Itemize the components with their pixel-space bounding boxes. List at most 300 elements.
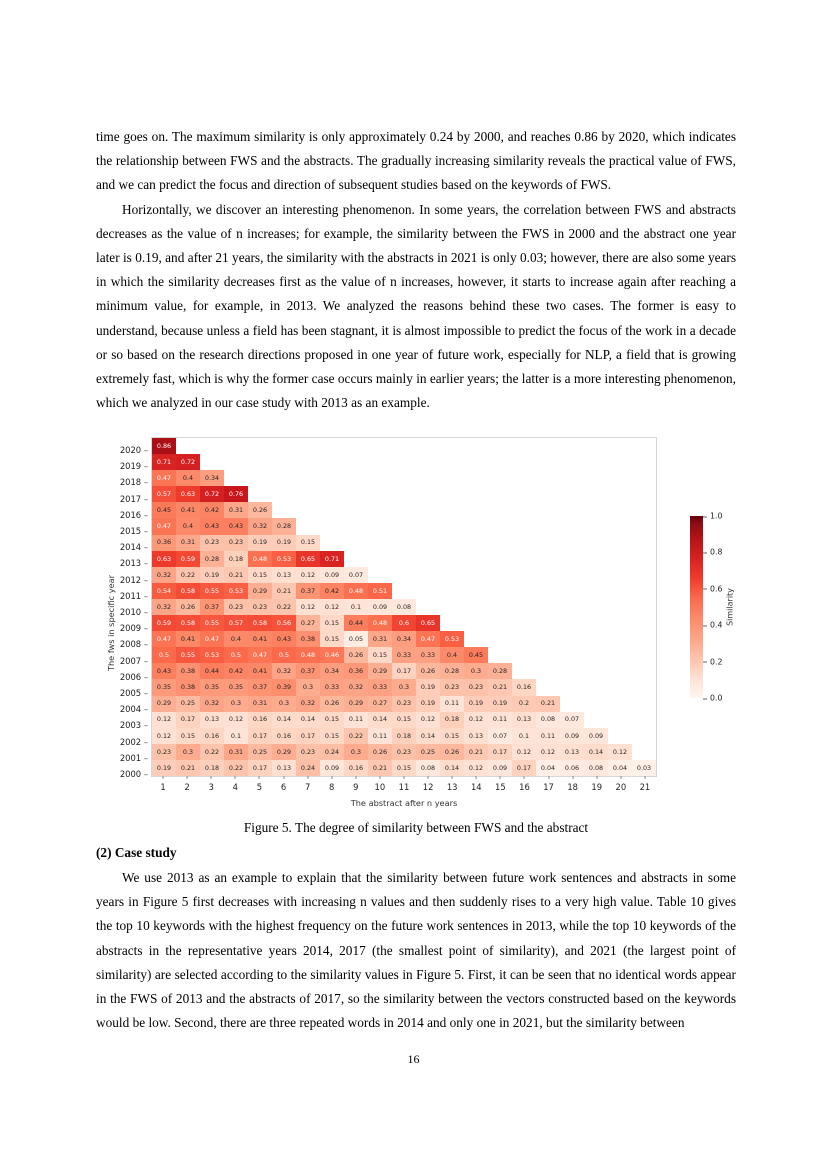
heatmap-cell: 0.12 bbox=[152, 712, 176, 728]
heatmap-empty-cell bbox=[584, 663, 608, 679]
y-tick-label: 2004 – bbox=[119, 704, 148, 715]
heatmap-cell: 0.31 bbox=[248, 696, 272, 712]
heatmap-empty-cell bbox=[416, 486, 440, 502]
heatmap-empty-cell bbox=[200, 454, 224, 470]
heatmap-cell: 0.2 bbox=[512, 696, 536, 712]
y-tick-label: 2019 – bbox=[119, 461, 148, 472]
heatmap-cell: 0.12 bbox=[608, 744, 632, 760]
heatmap-empty-cell bbox=[632, 663, 656, 679]
heatmap-cell: 0.3 bbox=[176, 744, 200, 760]
heatmap-cell: 0.21 bbox=[464, 744, 488, 760]
heatmap-cell: 0.15 bbox=[296, 535, 320, 551]
x-tick-label: 3 bbox=[208, 782, 214, 792]
x-tick-mark bbox=[331, 776, 332, 779]
heatmap-cell: 0.12 bbox=[320, 599, 344, 615]
heatmap-empty-cell bbox=[608, 679, 632, 695]
heatmap-empty-cell bbox=[536, 599, 560, 615]
heatmap-cell: 0.65 bbox=[416, 615, 440, 631]
x-tick-mark bbox=[572, 776, 573, 779]
y-tick-label: 2003 – bbox=[119, 720, 148, 731]
heatmap-empty-cell bbox=[560, 615, 584, 631]
colorbar bbox=[690, 511, 746, 703]
heatmap-cell: 0.41 bbox=[248, 631, 272, 647]
heatmap-cell: 0.32 bbox=[200, 696, 224, 712]
heatmap-empty-cell bbox=[368, 567, 392, 583]
heatmap-cell: 0.3 bbox=[344, 744, 368, 760]
heatmap-cell: 0.16 bbox=[272, 728, 296, 744]
heatmap-cell: 0.43 bbox=[152, 663, 176, 679]
heatmap-empty-cell bbox=[320, 470, 344, 486]
heatmap-cell: 0.5 bbox=[152, 647, 176, 663]
heatmap-empty-cell bbox=[224, 470, 248, 486]
y-tick-label: 2006 – bbox=[119, 671, 148, 682]
heatmap-cell: 0.23 bbox=[464, 679, 488, 695]
heatmap-empty-cell bbox=[392, 518, 416, 534]
heatmap-empty-cell bbox=[392, 470, 416, 486]
heatmap-cell: 0.86 bbox=[152, 438, 176, 454]
heatmap-empty-cell bbox=[488, 631, 512, 647]
heatmap-empty-cell bbox=[584, 454, 608, 470]
heatmap-cell: 0.36 bbox=[152, 535, 176, 551]
heatmap-cell: 0.19 bbox=[152, 760, 176, 776]
heatmap-cell: 0.15 bbox=[320, 631, 344, 647]
heatmap-empty-cell bbox=[608, 647, 632, 663]
heatmap-row bbox=[152, 760, 656, 776]
heatmap-empty-cell bbox=[416, 583, 440, 599]
heatmap-empty-cell bbox=[536, 679, 560, 695]
heatmap-empty-cell bbox=[512, 567, 536, 583]
y-tick-label: 2001 – bbox=[119, 752, 148, 763]
heatmap-cell: 0.22 bbox=[272, 599, 296, 615]
heatmap-cell: 0.35 bbox=[200, 679, 224, 695]
heatmap-empty-cell bbox=[272, 438, 296, 454]
heatmap-row bbox=[152, 631, 656, 647]
heatmap-cell: 0.14 bbox=[416, 728, 440, 744]
heatmap-cell: 0.55 bbox=[200, 615, 224, 631]
heatmap-empty-cell bbox=[512, 599, 536, 615]
heatmap-empty-cell bbox=[608, 631, 632, 647]
y-tick-label: 2017 – bbox=[119, 493, 148, 504]
heatmap-empty-cell bbox=[512, 615, 536, 631]
heatmap-cell: 0.21 bbox=[176, 760, 200, 776]
heatmap-cell: 0.47 bbox=[152, 631, 176, 647]
heatmap-cell: 0.17 bbox=[248, 760, 272, 776]
heatmap-cell: 0.07 bbox=[344, 567, 368, 583]
heatmap-cell: 0.18 bbox=[392, 728, 416, 744]
heatmap-empty-cell bbox=[368, 486, 392, 502]
heatmap-empty-cell bbox=[440, 470, 464, 486]
heatmap-empty-cell bbox=[632, 615, 656, 631]
heatmap-empty-cell bbox=[608, 663, 632, 679]
heatmap-cell: 0.47 bbox=[416, 631, 440, 647]
heatmap-empty-cell bbox=[488, 535, 512, 551]
heatmap-empty-cell bbox=[632, 567, 656, 583]
heatmap-cell: 0.53 bbox=[440, 631, 464, 647]
y-axis-ticks bbox=[96, 437, 148, 777]
x-axis-ticks bbox=[151, 779, 657, 795]
heatmap-cell: 0.44 bbox=[344, 615, 368, 631]
heatmap-empty-cell bbox=[320, 454, 344, 470]
heatmap-cell: 0.13 bbox=[200, 712, 224, 728]
heatmap-cell: 0.11 bbox=[536, 728, 560, 744]
heatmap-cell: 0.32 bbox=[152, 567, 176, 583]
heatmap-empty-cell bbox=[464, 454, 488, 470]
heatmap-cell: 0.26 bbox=[344, 647, 368, 663]
heatmap-cell: 0.19 bbox=[200, 567, 224, 583]
heatmap-empty-cell bbox=[296, 454, 320, 470]
heatmap-cell: 0.22 bbox=[224, 760, 248, 776]
heatmap-cell: 0.21 bbox=[536, 696, 560, 712]
heatmap-cell: 0.21 bbox=[272, 583, 296, 599]
heatmap-cell: 0.11 bbox=[488, 712, 512, 728]
heatmap-plot bbox=[151, 437, 657, 777]
heatmap-cell: 0.48 bbox=[296, 647, 320, 663]
heatmap-empty-cell bbox=[512, 535, 536, 551]
heatmap-empty-cell bbox=[584, 502, 608, 518]
heatmap-cell: 0.26 bbox=[248, 502, 272, 518]
heatmap-empty-cell bbox=[392, 486, 416, 502]
heatmap-cell: 0.5 bbox=[272, 647, 296, 663]
heatmap-cell: 0.43 bbox=[272, 631, 296, 647]
heatmap-cell: 0.58 bbox=[176, 583, 200, 599]
heatmap-cell: 0.38 bbox=[176, 663, 200, 679]
heatmap-cell: 0.04 bbox=[608, 760, 632, 776]
x-tick-label: 13 bbox=[446, 782, 458, 792]
heatmap-cell: 0.13 bbox=[272, 567, 296, 583]
heatmap-cell: 0.44 bbox=[200, 663, 224, 679]
heatmap-empty-cell bbox=[440, 535, 464, 551]
heatmap-empty-cell bbox=[392, 583, 416, 599]
heatmap-cell: 0.17 bbox=[176, 712, 200, 728]
heatmap-cell: 0.19 bbox=[488, 696, 512, 712]
heatmap-empty-cell bbox=[296, 470, 320, 486]
heatmap-empty-cell bbox=[512, 518, 536, 534]
heatmap-cell: 0.26 bbox=[416, 663, 440, 679]
heatmap-cell: 0.37 bbox=[248, 679, 272, 695]
paragraph-2: Horizontally, we discover an interesting phenomenon. In some years, the correlation between FWS and abstracts decreases as the value of n increases; for example, the similarity between the FWS in 2000 and the abstract one year later is 0.19, and after 21 years, the similarity with the abstracts in 2021 is only 0.03; however, there are also some years in which the similarity decreases first as the value of n increases, however, it starts to increase again after reaching a minimum value, for example, in 2013. We analyzed the reasons behind these two cases. The former is easy to understand, because unless a field has been stagnant, it is almost impossible to predict the focus of the work in a decade or so based on the research directions proposed in one year of future work, especially for NLP, a field that is growing extremely fast, which is why the former case occurs mainly in earlier years; the latter is a more interesting phenomenon, which we analyzed in our case study with 2013 as an example. bbox=[96, 201, 736, 411]
heatmap-cell: 0.71 bbox=[320, 551, 344, 567]
heatmap-empty-cell bbox=[512, 631, 536, 647]
heatmap-empty-cell bbox=[320, 486, 344, 502]
heatmap-empty-cell bbox=[536, 583, 560, 599]
heatmap-cell: 0.27 bbox=[368, 696, 392, 712]
heatmap-cell: 0.3 bbox=[464, 663, 488, 679]
heatmap-empty-cell bbox=[608, 728, 632, 744]
heatmap-cell: 0.57 bbox=[152, 486, 176, 502]
heatmap-empty-cell bbox=[608, 502, 632, 518]
x-tick-mark bbox=[404, 776, 405, 779]
heatmap-cell: 0.18 bbox=[224, 551, 248, 567]
heatmap-cell: 0.07 bbox=[488, 728, 512, 744]
heatmap-cell: 0.14 bbox=[296, 712, 320, 728]
heatmap-empty-cell bbox=[416, 567, 440, 583]
heatmap-empty-cell bbox=[464, 599, 488, 615]
heatmap-empty-cell bbox=[632, 438, 656, 454]
heatmap-row bbox=[152, 744, 656, 760]
y-tick-label: 2018 – bbox=[119, 477, 148, 488]
heatmap-empty-cell bbox=[536, 502, 560, 518]
heatmap-empty-cell bbox=[584, 615, 608, 631]
heatmap-empty-cell bbox=[560, 599, 584, 615]
heatmap-cell: 0.3 bbox=[224, 696, 248, 712]
x-tick-mark bbox=[428, 776, 429, 779]
heatmap-empty-cell bbox=[512, 454, 536, 470]
heatmap-cell: 0.11 bbox=[368, 728, 392, 744]
heatmap-cell: 0.39 bbox=[272, 679, 296, 695]
heatmap-cell: 0.08 bbox=[416, 760, 440, 776]
heatmap-cell: 0.48 bbox=[248, 551, 272, 567]
y-tick-label: 2011 – bbox=[119, 590, 148, 601]
heatmap-cell: 0.13 bbox=[464, 728, 488, 744]
x-tick-label: 10 bbox=[374, 782, 386, 792]
heatmap-cell: 0.1 bbox=[224, 728, 248, 744]
heatmap-empty-cell bbox=[608, 518, 632, 534]
heatmap-cell: 0.58 bbox=[176, 615, 200, 631]
heatmap-cell: 0.22 bbox=[176, 567, 200, 583]
top-text-block bbox=[96, 125, 736, 415]
heatmap-empty-cell bbox=[464, 486, 488, 502]
heatmap-cell: 0.15 bbox=[320, 728, 344, 744]
heatmap-cell: 0.34 bbox=[320, 663, 344, 679]
heatmap-cell: 0.12 bbox=[464, 712, 488, 728]
heatmap-cell: 0.41 bbox=[176, 502, 200, 518]
heatmap-empty-cell bbox=[608, 438, 632, 454]
x-tick-label: 7 bbox=[304, 782, 311, 792]
heatmap-empty-cell bbox=[440, 438, 464, 454]
colorbar-tick-label: 0.4 bbox=[703, 621, 747, 630]
heatmap-empty-cell bbox=[632, 631, 656, 647]
heatmap-cell: 0.15 bbox=[392, 712, 416, 728]
heatmap-cell: 0.23 bbox=[224, 599, 248, 615]
heatmap-cell: 0.15 bbox=[440, 728, 464, 744]
colorbar-tick-label: 0.8 bbox=[703, 548, 747, 557]
heatmap-empty-cell bbox=[632, 502, 656, 518]
heatmap-cell: 0.21 bbox=[488, 679, 512, 695]
heatmap-cell: 0.23 bbox=[152, 744, 176, 760]
heatmap-cell: 0.23 bbox=[392, 696, 416, 712]
heatmap-cell: 0.3 bbox=[296, 679, 320, 695]
heatmap-cell: 0.37 bbox=[200, 599, 224, 615]
heatmap-cell: 0.09 bbox=[320, 760, 344, 776]
heatmap-empty-cell bbox=[464, 502, 488, 518]
y-tick-label: 2016 – bbox=[119, 509, 148, 520]
heatmap-empty-cell bbox=[632, 728, 656, 744]
heatmap-cell: 0.17 bbox=[512, 760, 536, 776]
heatmap-empty-cell bbox=[584, 712, 608, 728]
heatmap-cell: 0.15 bbox=[320, 712, 344, 728]
heatmap-empty-cell bbox=[560, 663, 584, 679]
heatmap-cell: 0.24 bbox=[296, 760, 320, 776]
heatmap-cell: 0.37 bbox=[296, 583, 320, 599]
heatmap-cell: 0.29 bbox=[152, 696, 176, 712]
heatmap-cell: 0.28 bbox=[272, 518, 296, 534]
heatmap-empty-cell bbox=[560, 583, 584, 599]
heatmap-cell: 0.72 bbox=[176, 454, 200, 470]
heatmap-empty-cell bbox=[488, 615, 512, 631]
heatmap-empty-cell bbox=[584, 438, 608, 454]
heatmap-empty-cell bbox=[200, 438, 224, 454]
heatmap-empty-cell bbox=[488, 470, 512, 486]
heatmap-empty-cell bbox=[632, 647, 656, 663]
heatmap-cell: 0.16 bbox=[248, 712, 272, 728]
heatmap-empty-cell bbox=[344, 518, 368, 534]
heatmap-cell: 0.09 bbox=[320, 567, 344, 583]
heatmap-cell: 0.08 bbox=[392, 599, 416, 615]
x-tick-mark bbox=[307, 776, 308, 779]
heatmap-cell: 0.25 bbox=[176, 696, 200, 712]
heatmap-empty-cell bbox=[584, 647, 608, 663]
heatmap-cell: 0.41 bbox=[248, 663, 272, 679]
heatmap-cell: 0.12 bbox=[416, 712, 440, 728]
heatmap-cell: 0.29 bbox=[368, 663, 392, 679]
y-tick-label: 2009 – bbox=[119, 623, 148, 634]
heatmap-empty-cell bbox=[392, 438, 416, 454]
heatmap-cell: 0.6 bbox=[392, 615, 416, 631]
heatmap-cell: 0.34 bbox=[200, 470, 224, 486]
heatmap-cell: 0.71 bbox=[152, 454, 176, 470]
heatmap-cell: 0.32 bbox=[152, 599, 176, 615]
heatmap-empty-cell bbox=[608, 535, 632, 551]
heatmap-cell: 0.38 bbox=[296, 631, 320, 647]
heatmap-row bbox=[152, 535, 656, 551]
heatmap-cell: 0.17 bbox=[392, 663, 416, 679]
colorbar-tick-label: 0.0 bbox=[703, 694, 747, 703]
heatmap-cell: 0.23 bbox=[248, 599, 272, 615]
heatmap-empty-cell bbox=[584, 583, 608, 599]
y-axis-label: The fws in specific year bbox=[106, 575, 116, 672]
heatmap-cell: 0.33 bbox=[392, 647, 416, 663]
heatmap-empty-cell bbox=[392, 502, 416, 518]
heatmap-empty-cell bbox=[464, 567, 488, 583]
heatmap-row bbox=[152, 567, 656, 583]
y-tick-label: 2015 – bbox=[119, 526, 148, 537]
heatmap-empty-cell bbox=[368, 535, 392, 551]
heatmap-cell: 0.16 bbox=[344, 760, 368, 776]
heatmap-cell: 0.28 bbox=[440, 663, 464, 679]
heatmap-cell: 0.23 bbox=[200, 535, 224, 551]
x-tick-label: 11 bbox=[398, 782, 410, 792]
heatmap-cell: 0.12 bbox=[296, 599, 320, 615]
heatmap-empty-cell bbox=[584, 696, 608, 712]
heatmap-cell: 0.34 bbox=[392, 631, 416, 647]
heatmap-empty-cell bbox=[632, 535, 656, 551]
heatmap-empty-cell bbox=[392, 454, 416, 470]
heatmap-cell: 0.33 bbox=[368, 679, 392, 695]
heatmap-empty-cell bbox=[560, 631, 584, 647]
heatmap-empty-cell bbox=[344, 470, 368, 486]
heatmap-cell: 0.56 bbox=[272, 615, 296, 631]
heatmap-cell: 0.43 bbox=[224, 518, 248, 534]
heatmap-cell: 0.13 bbox=[272, 760, 296, 776]
heatmap-empty-cell bbox=[536, 551, 560, 567]
heatmap-empty-cell bbox=[536, 535, 560, 551]
x-tick-mark bbox=[500, 776, 501, 779]
heatmap-cell: 0.4 bbox=[224, 631, 248, 647]
heatmap-cell: 0.15 bbox=[320, 615, 344, 631]
heatmap-empty-cell bbox=[536, 615, 560, 631]
heatmap-grid bbox=[152, 438, 656, 776]
heatmap-empty-cell bbox=[608, 615, 632, 631]
heatmap-cell: 0.63 bbox=[152, 551, 176, 567]
heatmap-cell: 0.05 bbox=[344, 631, 368, 647]
heatmap-cell: 0.45 bbox=[464, 647, 488, 663]
heatmap-empty-cell bbox=[488, 486, 512, 502]
x-tick-label: 12 bbox=[422, 782, 434, 792]
heatmap-empty-cell bbox=[392, 551, 416, 567]
heatmap-empty-cell bbox=[440, 599, 464, 615]
heatmap-empty-cell bbox=[440, 615, 464, 631]
heatmap-cell: 0.21 bbox=[368, 760, 392, 776]
x-tick-label: 8 bbox=[329, 782, 335, 792]
heatmap-cell: 0.47 bbox=[152, 518, 176, 534]
heatmap-empty-cell bbox=[488, 599, 512, 615]
heatmap-cell: 0.12 bbox=[296, 567, 320, 583]
colorbar-tick-label: 1.0 bbox=[703, 512, 747, 521]
heatmap-empty-cell bbox=[296, 438, 320, 454]
x-tick-label: 21 bbox=[639, 782, 651, 792]
heatmap-empty-cell bbox=[224, 438, 248, 454]
heatmap-cell: 0.63 bbox=[176, 486, 200, 502]
y-tick-label: 2005 – bbox=[119, 687, 148, 698]
heatmap-empty-cell bbox=[344, 502, 368, 518]
x-tick-label: 9 bbox=[353, 782, 359, 792]
colorbar-title: Similarity bbox=[725, 588, 735, 626]
heatmap-empty-cell bbox=[416, 535, 440, 551]
heatmap-empty-cell bbox=[512, 551, 536, 567]
heatmap-empty-cell bbox=[584, 631, 608, 647]
heatmap-cell: 0.53 bbox=[224, 583, 248, 599]
y-tick-label: 2007 – bbox=[119, 655, 148, 666]
heatmap-cell: 0.59 bbox=[176, 551, 200, 567]
heatmap-empty-cell bbox=[320, 535, 344, 551]
heatmap-empty-cell bbox=[536, 631, 560, 647]
heatmap-cell: 0.19 bbox=[248, 535, 272, 551]
heatmap-cell: 0.46 bbox=[320, 647, 344, 663]
heatmap-empty-cell bbox=[416, 502, 440, 518]
heatmap-cell: 0.14 bbox=[368, 712, 392, 728]
heatmap-empty-cell bbox=[560, 567, 584, 583]
heatmap-cell: 0.42 bbox=[224, 663, 248, 679]
heatmap-cell: 0.4 bbox=[440, 647, 464, 663]
heatmap-empty-cell bbox=[560, 518, 584, 534]
x-tick-label: 15 bbox=[495, 782, 506, 792]
heatmap-cell: 0.17 bbox=[296, 728, 320, 744]
heatmap-empty-cell bbox=[512, 486, 536, 502]
heatmap-empty-cell bbox=[632, 599, 656, 615]
heatmap-empty-cell bbox=[464, 470, 488, 486]
heatmap-row bbox=[152, 696, 656, 712]
heatmap-cell: 0.35 bbox=[152, 679, 176, 695]
heatmap-cell: 0.24 bbox=[320, 744, 344, 760]
x-tick-mark bbox=[355, 776, 356, 779]
heatmap-cell: 0.76 bbox=[224, 486, 248, 502]
heatmap-empty-cell bbox=[464, 631, 488, 647]
heatmap-cell: 0.23 bbox=[392, 744, 416, 760]
heatmap-empty-cell bbox=[584, 486, 608, 502]
heatmap-empty-cell bbox=[320, 502, 344, 518]
heatmap-cell: 0.3 bbox=[392, 679, 416, 695]
heatmap-empty-cell bbox=[560, 470, 584, 486]
heatmap-empty-cell bbox=[440, 486, 464, 502]
heatmap-empty-cell bbox=[368, 551, 392, 567]
heatmap-cell: 0.22 bbox=[200, 744, 224, 760]
heatmap-cell: 0.55 bbox=[200, 583, 224, 599]
heatmap-cell: 0.12 bbox=[224, 712, 248, 728]
heatmap-empty-cell bbox=[440, 454, 464, 470]
heatmap-empty-cell bbox=[560, 696, 584, 712]
heatmap-empty-cell bbox=[344, 535, 368, 551]
heatmap-cell: 0.38 bbox=[176, 679, 200, 695]
